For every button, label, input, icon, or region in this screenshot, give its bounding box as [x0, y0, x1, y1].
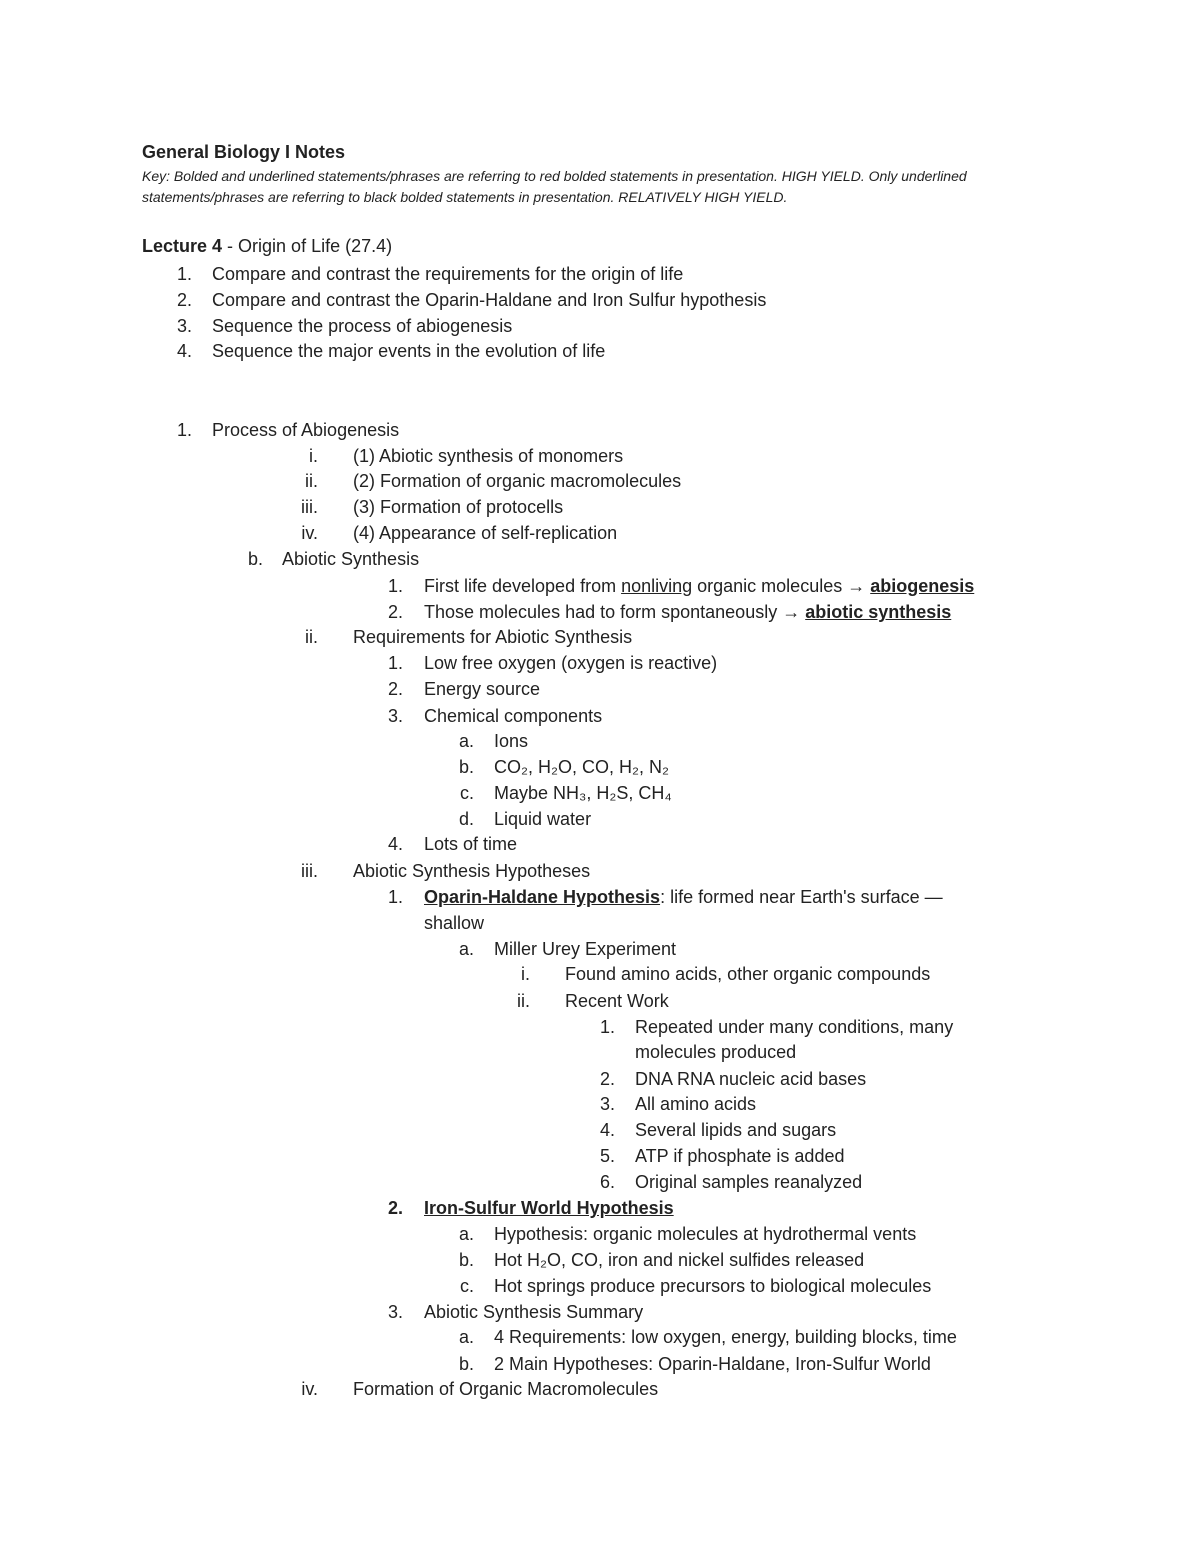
underlined-term: nonliving — [621, 576, 693, 596]
document-title: General Biology I Notes — [142, 142, 346, 162]
key-term: Oparin-Haldane Hypothesis — [424, 887, 661, 907]
key-note: Key: Bolded and underlined statements/phrases are referring to red bolded statements in presentation. HIGH YIELD. Only underlined statements/phrases are referring to black bolded statements in presentation. RELATIVELY HIGH YIELD. — [142, 168, 967, 205]
key-term: Iron-Sulfur World Hypothesis — [424, 1198, 674, 1218]
lecture-heading — [142, 236, 392, 257]
key-term: abiogenesis — [870, 576, 975, 596]
key-term: abiotic synthesis — [805, 602, 952, 622]
lecture-label: Lecture 4 — [142, 236, 223, 256]
lecture-topic: - Origin of Life (27.4) — [222, 236, 393, 256]
document-page: General Biology I Notes Key: Bolded and underlined statements/phrases are referring to red bolded statements in presentation. HIGH YIELD. Only underlined statements/phrases are referring to black bolded statements in presentation. RELATIVELY HIGH YIELD. Lecture 4 - Origin of Life (27.4) 1. Compare and contrast the requirements for the origin of life 2. Compare and contrast the Oparin-Haldane and Iron Sulfur hypothesis 3. Sequence the process of abiogenesis 4. Sequence the major events in the evolution of life 1. Process of Abiogenesis i. (1) Abiotic synthesis of monomers ii. (2) Formation of organic macromolecules iii. (3) Formation of protocells iv. (4) Appearance of self-replication b. Abiotic Synthesis 1. First life developed from nonliving organic molecules → abiogenesis 2. Those molecules had to form spontaneously → abiotic synthesis ii. Requirements for Abiotic Synthesis 1. Low free oxygen (oxygen is reactive) 2. Energy source 3. Chemical components a. Ions b. CO₂, H₂O, CO, H₂, N₂ c. Maybe NH₃, H₂S, CH₄ d. Liquid water 4. Lots of time iii. Abiotic Synthesis Hypotheses 1. Oparin-Haldane Hypothesis: life formed near Earth's surface — shallow a. Miller Urey Experiment i. Found amino acids, other organic compounds ii. Recent Work 1. Repeated under many conditions, many molecules produced 2. DNA RNA nucleic acid bases 3. All amino acids 4. Several lipids and sugars 5. ATP if phosphate is added 6. Original samples reanalyzed 2. Iron-Sulfur World Hypothesis a. Hypothesis: organic molecules at hydrothermal vents b. Hot H₂O, CO, iron and nickel sulfides released c. Hot springs produce precursors to biological molecules 3. Abiotic Synthesis Summary a. 4 Requirements: low oxygen, energy, building blocks, time b. 2 Main Hypotheses: Oparin-Haldane, Iron-Sulfur World iv. Formation of Organic Macromolecules — [0, 0, 1200, 1553]
